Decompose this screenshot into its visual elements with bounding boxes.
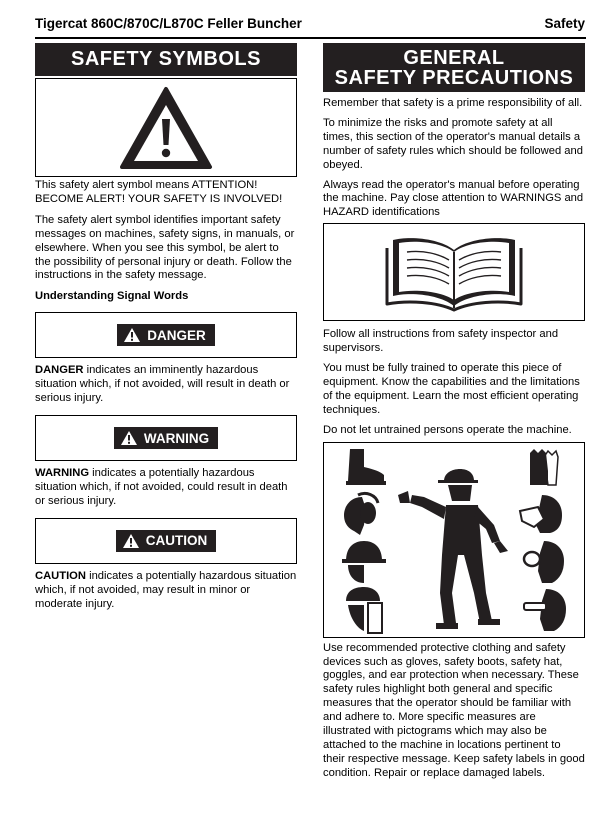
caution-definition: CAUTION indicates a potentially hazardous situation which, if not avoided, may result in minor or moderate injury.: [35, 569, 297, 610]
ear-protection-icon: [344, 493, 378, 535]
safety-alert-icon: [119, 86, 213, 170]
hard-hat-icon: [342, 541, 386, 583]
left-column: [35, 43, 297, 612]
face-shield-icon: [346, 587, 382, 633]
goggles-icon: [524, 541, 564, 583]
paragraph-training: You must be fully trained to operate this piece of equipment. Know the capabilities and the limitations of the equipment. Learn the most efficient operating techniques.: [323, 362, 580, 416]
warning-label: WARNING: [143, 430, 210, 446]
warning-triangle-icon: [122, 533, 140, 549]
header-rule: [35, 37, 586, 39]
warning-definition: WARNING indicates a potentially hazardous situation which, if not avoided, could result in death or serious injury.: [35, 467, 288, 507]
signal-words-heading: Understanding Signal Words: [35, 290, 189, 303]
alert-meaning-text: This safety alert symbol means ATTENTION! BECOME ALERT! YOUR SAFETY IS INVOLVED!: [35, 179, 283, 205]
document-title: Tigercat 860C/870C/L870C Feller Buncher: [35, 16, 302, 31]
safety-alert-symbol-box: [35, 78, 297, 177]
general-safety-banner: GENERAL SAFETY PRECAUTIONS: [323, 43, 585, 92]
danger-label: DANGER: [147, 327, 206, 343]
alert-description-text: The safety alert symbol identifies important safety messages on machines, safety signs, in manuals, or elsewhere. When you see this symbol, be alert to the possibility of personal injury or death. Follow the instructions in the safety message.: [35, 213, 295, 282]
right-column: [323, 43, 585, 781]
paragraph-minimize-risks: To minimize the risks and promote safety at all times, this section of the operator's manual details a number of safety rules which should be followed and obeyed.: [323, 116, 583, 171]
safety-glasses-icon: [524, 589, 566, 631]
danger-definition: DANGER indicates an imminently hazardous situation which, if not avoided, will result in death or serious injury.: [35, 364, 290, 405]
open-book-icon: [379, 230, 529, 314]
danger-sign: [35, 312, 297, 358]
warning-sign: [35, 415, 297, 461]
caution-label: CAUTION: [145, 533, 208, 549]
gloves-icon: [530, 449, 558, 485]
dust-mask-icon: [520, 495, 562, 533]
safety-symbols-banner: SAFETY SYMBOLS: [35, 43, 297, 76]
safety-boot-icon: [346, 449, 386, 485]
warning-triangle-icon: [120, 430, 138, 446]
protective-equipment-box: [323, 442, 585, 638]
worker-figure: [398, 469, 508, 629]
caution-sign: [35, 518, 297, 564]
paragraph-follow-instructions: Follow all instructions from safety inspector and supervisors.: [323, 328, 559, 355]
protective-equipment-illustration: [324, 443, 584, 637]
paragraph-protective-clothing: Use recommended protective clothing and safety devices such as gloves, safety boots, safety hat, goggles, and ear protection when necessary. These safety rules highlight both general and specific measures that the operator should be familiar with and adhere to. More specific measures are illustrated with pictograms which may also be attached to the machine in locations pertinent to their respective message. Keep safety labels in good condition. Repair or replace damaged labels.: [323, 641, 585, 779]
paragraph-untrained: Do not let untrained persons operate the machine.: [323, 423, 572, 436]
section-name: Safety: [544, 16, 585, 31]
paragraph-read-manual: Always read the operator's manual before operating the machine. Pay close attention to WARNINGS and HAZARD identifications: [323, 178, 584, 219]
manual-book-box: [323, 223, 585, 321]
paragraph-responsibility: Remember that safety is a prime responsibility of all.: [323, 97, 583, 109]
warning-triangle-icon: [123, 327, 141, 343]
